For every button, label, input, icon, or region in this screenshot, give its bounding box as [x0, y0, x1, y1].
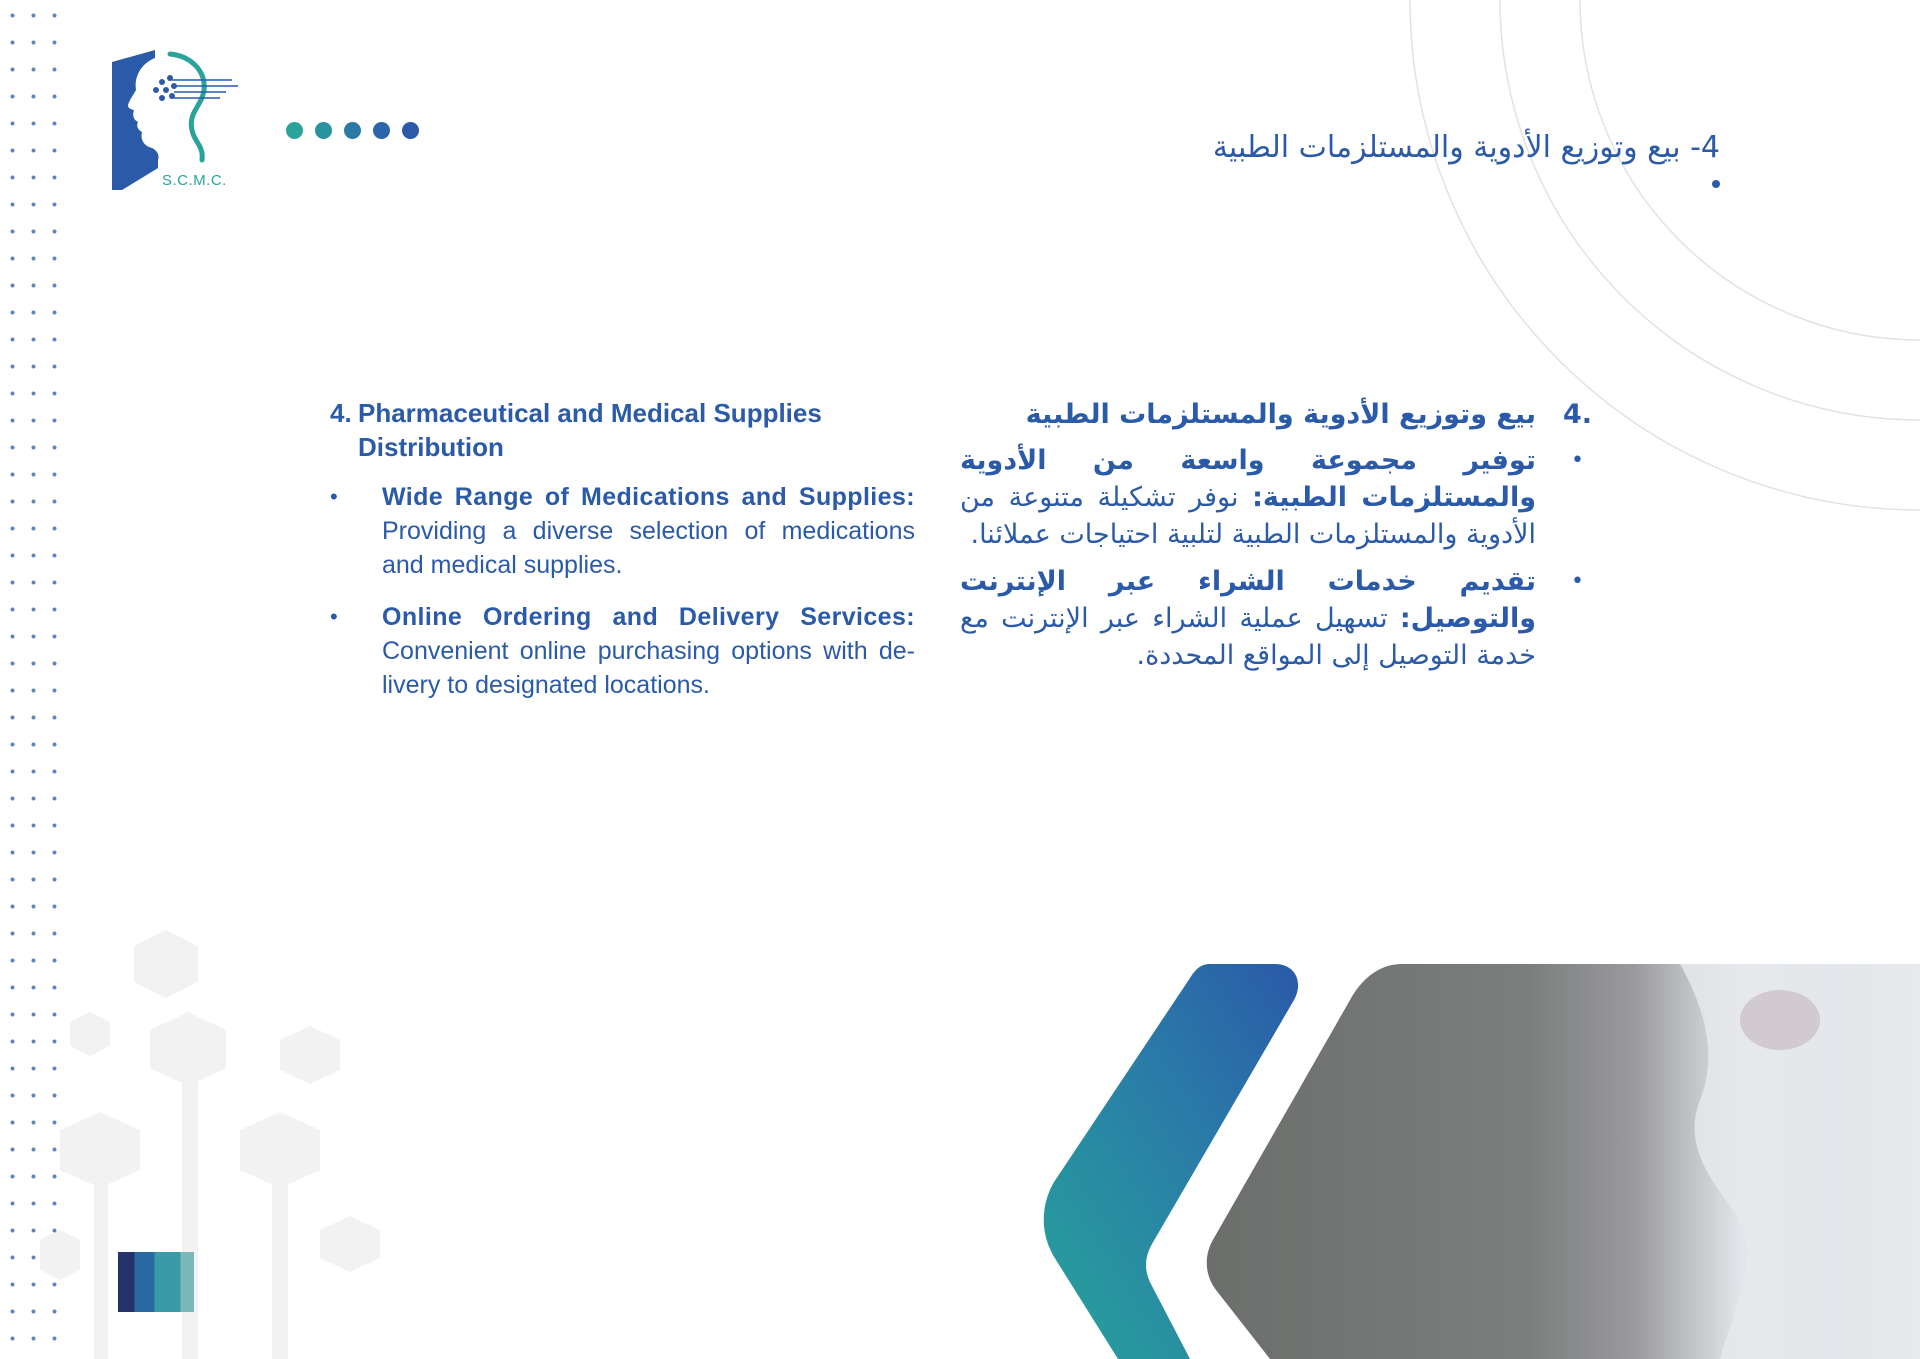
header-dot [373, 122, 390, 139]
logo-wordmark: S.C.M.C. [162, 172, 227, 189]
arabic-heading [960, 396, 1590, 434]
header-dot [315, 122, 332, 139]
list-item-text: تسهيل عملية الشراء عبر الإنترنت مع خدمة التوصيل إلى المواقع المحددة. [960, 603, 1536, 671]
list-item-text: نوفر تشكيلة متنوعة من الأدوية والمستلزمات الطبية لتلبية احتياجات عملائنا. [960, 482, 1536, 550]
english-list [330, 480, 915, 702]
page-title: 4- بيع وتوزيع الأدوية والمستلزمات الطبية [1212, 130, 1720, 165]
header-dot [286, 122, 303, 139]
list-item-text: Providing a diverse selection of medications and medical supplies. [382, 517, 915, 579]
list-item-text: Convenient online purchasing options with de-livery to designated locations. [382, 637, 915, 699]
bullet: • [1571, 569, 1584, 594]
list-item-title: تقديم خدمات الشراء عبر الإنترنت والتوصيل: [960, 566, 1536, 634]
list-item-title: Wide Range of Medications and Supplies: [382, 483, 915, 511]
english-heading-number: 4. [330, 398, 352, 428]
header-dots [286, 122, 419, 139]
bullet: • [1571, 448, 1584, 473]
english-heading-line1: Pharmaceutical and Medical Supplies [358, 398, 822, 428]
arabic-heading-text: بيع وتوزيع الأدوية والمستلزمات الطبية [1025, 399, 1536, 430]
english-heading-line2: Distribution [358, 432, 504, 462]
decorative-chevron-photo [1040, 960, 1920, 1359]
bullet: • [330, 484, 338, 509]
english-section [330, 396, 915, 720]
decorative-gradient-square [118, 1252, 194, 1312]
bullet: • [330, 604, 338, 629]
arabic-section [960, 396, 1590, 684]
list-item [330, 480, 915, 582]
header-bullet [1712, 180, 1720, 188]
header-dot [402, 122, 419, 139]
list-item-title: توفير مجموعة واسعة من الأدوية والمستلزمات الطبية: [960, 445, 1536, 513]
list-item-title: Online Ordering and Delivery Services: [382, 603, 915, 631]
list-item [960, 563, 1590, 674]
arabic-list [960, 442, 1590, 674]
header-dot [344, 122, 361, 139]
english-heading [330, 396, 915, 464]
decorative-hexagons [40, 930, 400, 1359]
list-item [330, 600, 915, 702]
list-item [960, 442, 1590, 553]
arabic-heading-number: .4 [1562, 399, 1592, 430]
